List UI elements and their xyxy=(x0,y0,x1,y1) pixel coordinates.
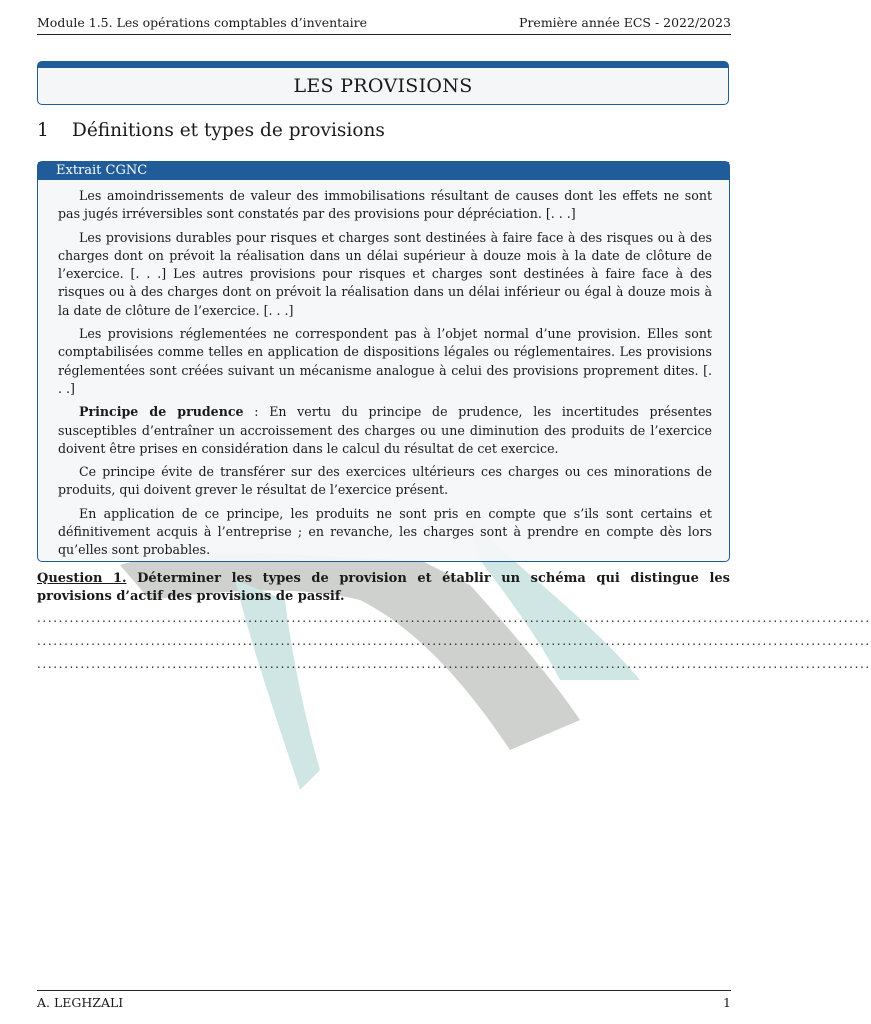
prudence-separator: : xyxy=(243,404,270,420)
prudence-text: En vertu du principe de prudence, les incertitudes présentes susceptibles d’entraîner un accroissement des charges ou une diminution des produits de l’exercice doivent être prises en considération dans le calcul du résultat de cet exercice. xyxy=(58,404,713,456)
answer-line[interactable]: .......................................................................................................................................................... xyxy=(37,611,871,625)
question-label: Question 1. xyxy=(37,571,127,586)
extract-paragraph: Les provisions réglementées ne correspondent pas à l’objet normal d’une provision. Elles sont comptabilisées comme telles en application de dispositions légales ou réglementaires. Les provisions réglementées sont créées suivant un mécanisme analogue à celui des provisions proprement dites. [. . .] xyxy=(58,326,712,396)
answer-line[interactable]: .......................................................................................................................................................... xyxy=(37,634,871,648)
page-title-box xyxy=(37,61,729,105)
header-year: Première année ECS - 2022/2023 xyxy=(519,15,731,30)
extract-paragraph: Les provisions durables pour risques et charges sont destinées à faire face à des risques ou à des charges dont on prévoit la réalisation dans un délai supérieur à douze mois à la date de clôture de l’exercice. [. . .] Les autres provisions pour risques et charges sont destinées à faire face à des risques ou à des charges dont on prévoit la réalisation dans un délai inférieur ou égal à douze mois à la date de clôture de l’exercice. [. . .] xyxy=(58,229,712,318)
prudence-label: Principe de prudence xyxy=(79,404,244,420)
section-heading xyxy=(37,120,385,141)
page-footer xyxy=(37,990,731,1010)
page-title: LES PROVISIONS xyxy=(293,75,473,97)
question-text: Déterminer les types de provision et établir un schéma qui distingue les provisions d’actif des provisions de passif. xyxy=(37,571,730,604)
footer-author: A. LEGHZALI xyxy=(37,995,124,1010)
question-1 xyxy=(37,570,730,606)
extract-paragraph: Les amoindrissements de valeur des immobilisations résultant de causes dont les effets ne sont pas jugés irréversibles sont constatés par des provisions pour dépréciation. [. . .] xyxy=(58,188,712,222)
header-module: Module 1.5. Les opérations comptables d’inventaire xyxy=(37,15,368,30)
section-number: 1 xyxy=(37,120,49,141)
cgnc-extract-label: Extrait CGNC xyxy=(38,162,729,180)
extract-paragraph: Ce principe évite de transférer sur des exercices ultérieurs ces charges ou ces minorations de produits, qui doivent grever le résultat de l’exercice présent. xyxy=(58,464,712,498)
page-header xyxy=(37,14,731,35)
cgnc-extract-box xyxy=(37,161,730,562)
extract-paragraph: En application de ce principe, les produits ne sont pris en compte que s’ils sont certains et définitivement acquis à l’entreprise ; en revanche, les charges sont à prendre en compte dès lors qu’elles sont probables. xyxy=(58,505,712,558)
section-title: Définitions et types de provisions xyxy=(72,120,385,141)
answer-line[interactable]: .......................................................................................................................................................... xyxy=(37,657,871,671)
cgnc-extract-body xyxy=(38,180,729,560)
page-number: 1 xyxy=(723,995,731,1010)
extract-paragraph-prudence xyxy=(58,403,712,458)
